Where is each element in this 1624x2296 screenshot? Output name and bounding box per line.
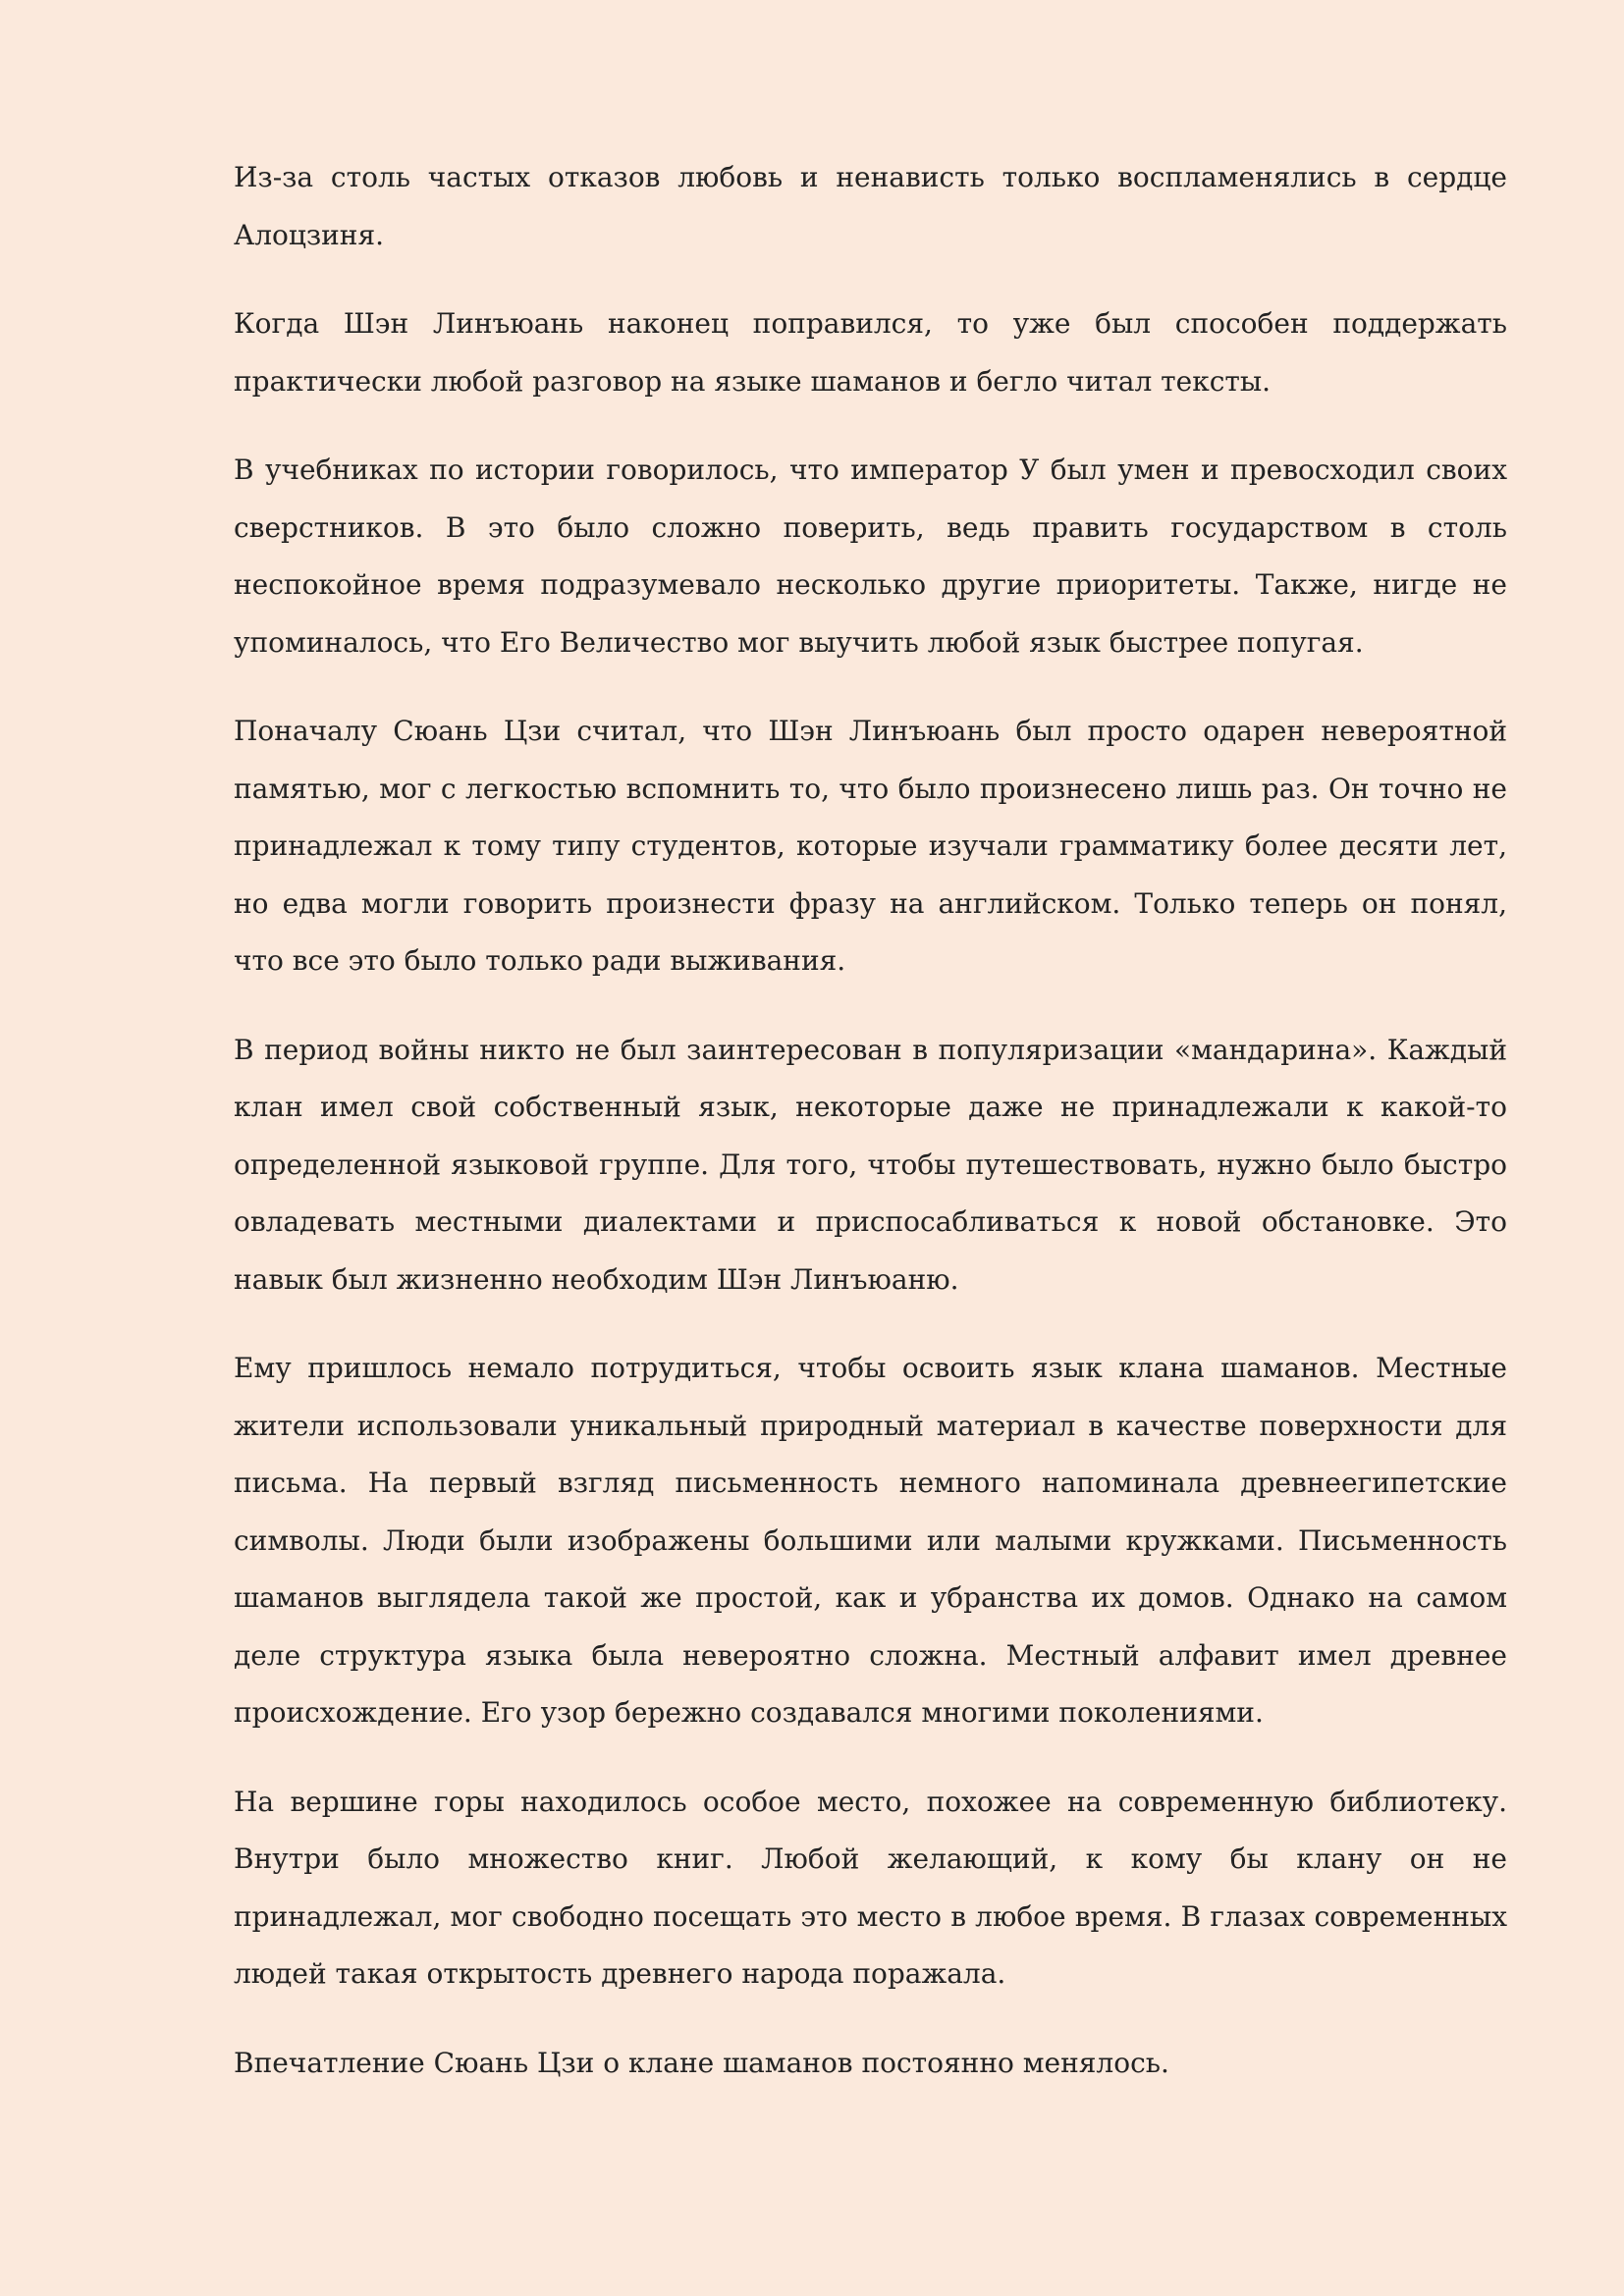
paragraph-1: Из-за столь частых отказов любовь и ненависть только воспламенялись в сердце Алоцзиня. [234,161,1507,251]
paragraph-2: Когда Шэн Линъюань наконец поправился, то уже был способен поддержать практически любой разговор на языке шаманов и бегло читал тексты. [234,307,1507,398]
paragraph-4: Поначалу Сюань Цзи считал, что Шэн Линъюань был просто одарен невероятной памятью, мог с легкостью вспомнить то, что было произнесено лишь раз. Он точно не принадлежал к тому типу студентов, которые изучали грамматику более десяти лет, но едва могли говорить произнести фразу на английском. Только теперь он понял, что все это было только ради выживания. [234,715,1507,977]
paragraph-8: Впечатление Сюань Цзи о клане шаманов постоянно менялось. [234,2046,1169,2079]
paragraph-7: На вершине горы находилось особое место, похожее на современную библиотеку. Внутри было множество книг. Любой желающий, к кому бы клану он не принадлежал, мог свободно посещать это место в любое время. В глазах современных людей такая открытость древнего народа поражала. [234,1785,1507,1990]
paragraph-6: Ему пришлось немало потрудиться, чтобы освоить язык клана шаманов. Местные жители использовали уникальный природный материал в качестве поверхности для письма. На первый взгляд письменность немного напоминала древнеегипетские символы. Люди были изображены большими или малыми кружками. Письменность шаманов выглядела такой же простой, как и убранства их домов. Однако на самом деле структура языка была невероятно сложна. Местный алфавит имел древнее происхождение. Его узор бережно создавался многими поколениями. [234,1352,1507,1729]
paragraph-5: В период войны никто не был заинтересован в популяризации «мандарина». Каждый клан имел свой собственный язык, некоторые даже не принадлежали к какой-то определенной языковой группе. Для того, чтобы путешествовать, нужно было быстро овладевать местными диалектами и приспосабливаться к новой обстановке. Это навык был жизненно необходим Шэн Линъюаню. [234,1033,1507,1296]
paragraph-3: В учебниках по истории говорилось, что император У был умен и превосходил своих сверстников. В это было сложно поверить, ведь править государством в столь неспокойное время подразумевало несколько другие приоритеты. Также, нигде не упоминалось, что Его Величество мог выучить любой язык быстрее попугая. [234,454,1507,659]
